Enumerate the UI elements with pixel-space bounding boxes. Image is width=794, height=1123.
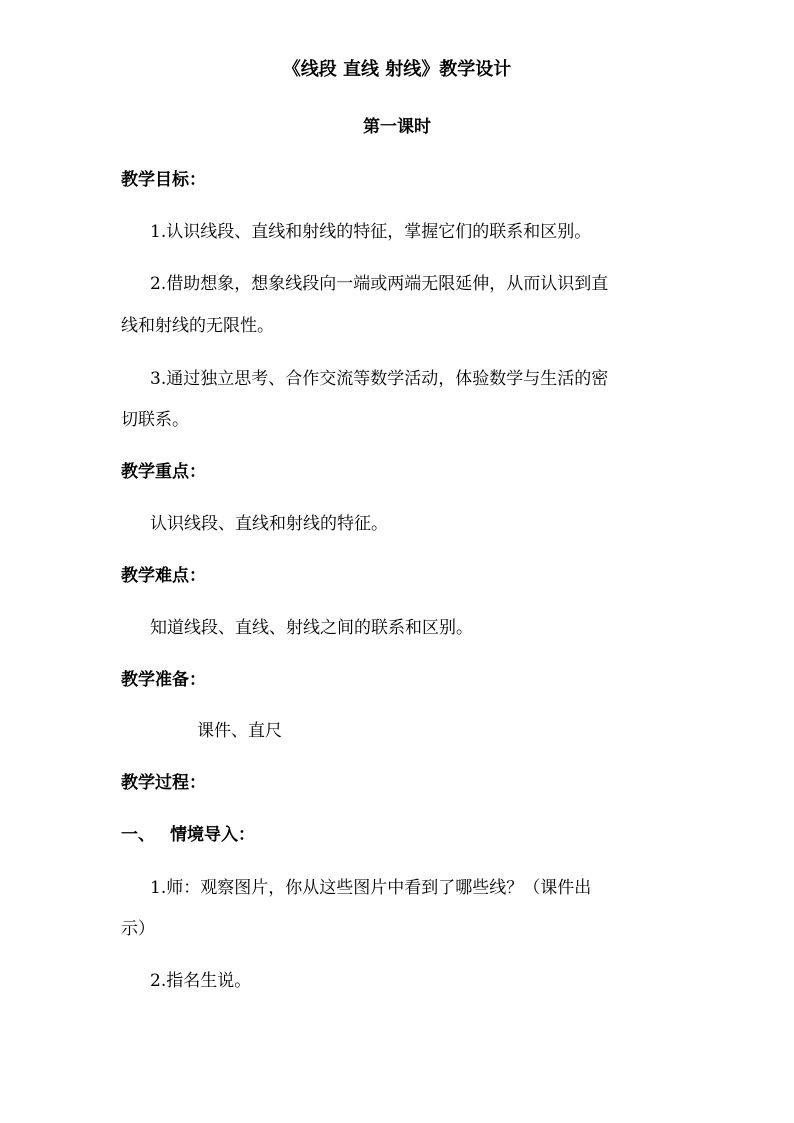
process-heading: 教学过程： [121, 773, 206, 793]
step-2: 2.指名生说。 [150, 971, 252, 991]
objective-item-2-line-2: 线和射线的无限性。 [121, 316, 274, 336]
difficulties-text: 知道线段、直线、射线之间的联系和区别。 [150, 618, 473, 638]
objective-item-1: 1.认识线段、直线和射线的特征，掌握它们的联系和区别。 [150, 222, 592, 242]
objective-item-2-line-1: 2.借助想象，想象线段向一端或两端无限延伸，从而认识到直 [150, 274, 609, 294]
step-1-line-1: 1.师：观察图片，你从这些图片中看到了哪些线？（课件出 [150, 878, 592, 898]
step-1-line-2: 示） [121, 919, 155, 939]
preparation-heading: 教学准备： [121, 670, 206, 690]
objective-item-3-line-2: 切联系。 [121, 410, 189, 430]
difficulties-heading: 教学难点： [121, 566, 206, 586]
key-points-heading: 教学重点： [121, 462, 206, 482]
objectives-heading: 教学目标： [121, 170, 206, 190]
key-points-text: 认识线段、直线和射线的特征。 [150, 514, 388, 534]
section-1-number: 一、 [121, 825, 155, 845]
lesson-subtitle: 第一课时 [363, 117, 431, 137]
preparation-text: 课件、直尺 [197, 721, 282, 741]
objective-item-3-line-1: 3.通过独立思考、合作交流等数学活动，体验数学与生活的密 [150, 369, 609, 389]
section-1-title: 情境导入： [170, 825, 255, 845]
document-title: 《线段 直线 射线》教学设计 [282, 59, 512, 80]
